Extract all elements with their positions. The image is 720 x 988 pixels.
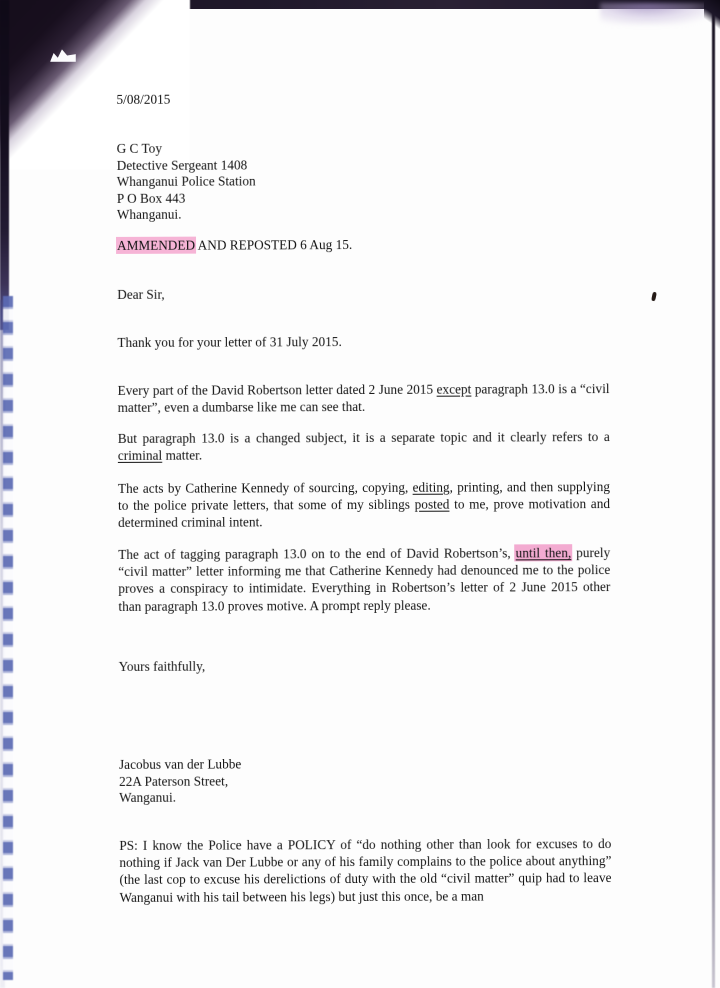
paragraph-3-underlined-editing: editing: [412, 479, 450, 495]
paragraph-2-part-a: But paragraph 13.0 is a changed subject, it is a separate topic and it clearly refers to a: [117, 429, 610, 446]
paragraph-3-part-b: , printing, and then supplying to the police private letters, that some of my siblings: [118, 479, 611, 514]
recipient-station: Whanganui Police Station: [116, 173, 256, 189]
closing: Yours faithfully,: [118, 658, 206, 674]
paragraph-4-part-a: The act of tagging paragraph 13.0 on to the end of David Robertson’s,: [118, 545, 516, 562]
salutation: Dear Sir,: [117, 286, 165, 302]
paragraph-1-part-a: Every part of the David Robertson letter dated 2 June 2015: [117, 381, 437, 398]
sender-city: Wanganui.: [119, 789, 177, 805]
paragraph-3-underlined-posted: posted: [414, 496, 450, 512]
paragraph-4-highlighted-until-then: until then,: [515, 545, 572, 561]
sender-street: 22A Paterson Street,: [119, 773, 229, 789]
recipient-city: Whanganui.: [116, 206, 182, 222]
recipient-po-box: P O Box 443: [116, 190, 186, 206]
paragraph-4: [118, 544, 610, 615]
postscript: PS: I know the Police have a POLICY of “do nothing other than look for excuses to do nothing if Jack van Der Lubbe or any of his family complains to the police about anything” (the last cop to excuse his derelictions of duty with the old “civil matter” quip had to leave Wanganui with his tail between his legs) but just this once, be a man: [119, 836, 612, 905]
acknowledgement: Thank you for your letter of 31 July 2015.: [117, 334, 342, 350]
amended-notice: [117, 236, 352, 254]
amended-notice-rest: AND REPOSTED 6 Aug 15.: [195, 237, 353, 253]
paragraph-3-part-c: to me, prove motivation and determined criminal intent.: [118, 496, 611, 531]
paragraph-1-part-b: paragraph 13.0 is a “civil matter”, even a dumbarse like me can see that.: [117, 381, 610, 416]
amended-highlight: AMMENDED: [117, 237, 196, 253]
paragraph-1-underlined-except: except: [436, 381, 472, 397]
paragraph-3: [118, 478, 610, 531]
sender-name: Jacobus van der Lubbe: [119, 756, 242, 772]
letter-date: 5/08/2015: [116, 91, 171, 107]
paragraph-2: [118, 428, 610, 464]
paragraph-3-part-a: The acts by Catherine Kennedy of sourcing, copying,: [117, 479, 413, 496]
paragraph-4-part-b: purely “civil matter” letter informing me that Catherine Kennedy had denounced me to the police proves a conspiracy to intimidate. Everything in Robertson’s letter of 2 June 2015 other than paragraph 13.0 proves motive. A prompt reply please.: [118, 545, 611, 614]
recipient-rank: Detective Sergeant 1408: [116, 157, 248, 173]
paragraph-2-underlined-criminal: criminal: [117, 447, 163, 464]
paragraph-1: [118, 380, 610, 416]
recipient-name: G C Toy: [116, 140, 163, 156]
paragraph-2-part-b: matter.: [162, 447, 203, 463]
